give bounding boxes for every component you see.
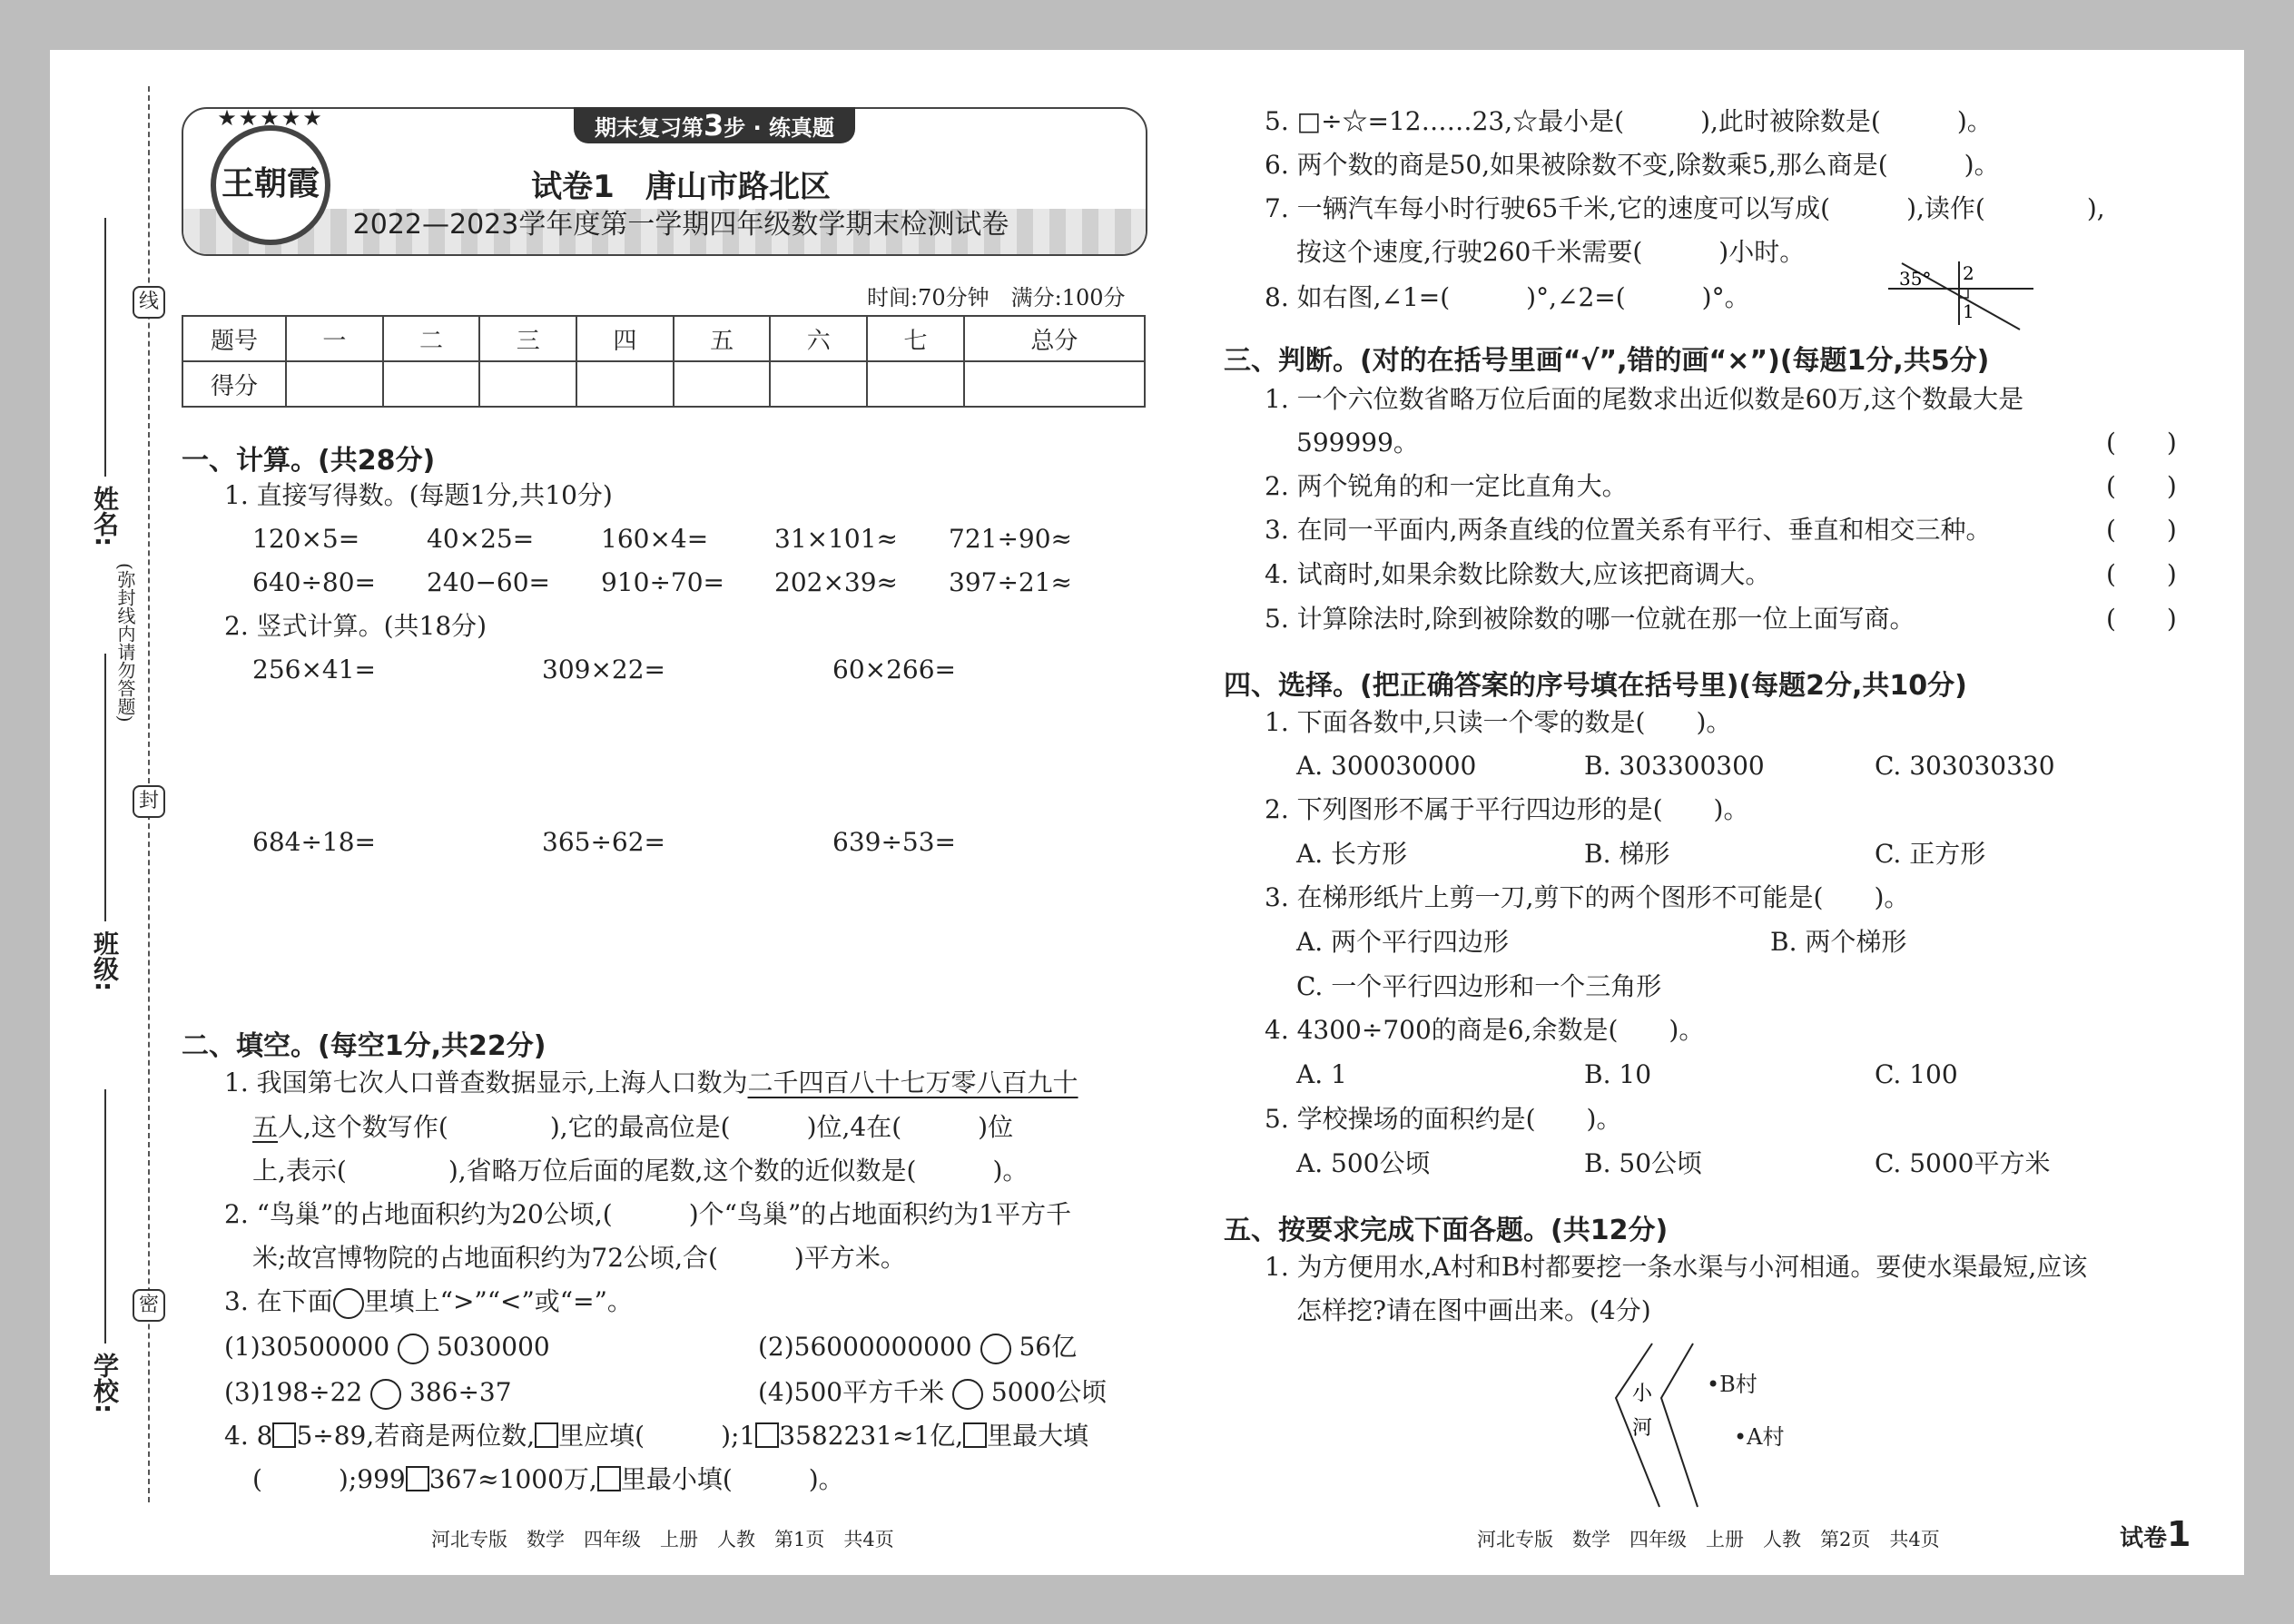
option[interactable]: C. 正方形 bbox=[1875, 839, 1986, 869]
score-cell[interactable] bbox=[576, 361, 674, 407]
blank-box bbox=[535, 1422, 558, 1448]
vertical-calc-item: 309×22= bbox=[542, 655, 665, 684]
s2-q3: 3. 在下面 里填上“>”“<”或“=”。 bbox=[224, 1287, 633, 1319]
option[interactable]: A. 1 bbox=[1296, 1059, 1347, 1089]
calc-item: 240−60= bbox=[427, 567, 550, 597]
blank-box bbox=[963, 1422, 987, 1448]
river-label-2: 河 bbox=[1632, 1417, 1653, 1440]
calc-item: 31×101≈ bbox=[774, 524, 898, 554]
s4-q3: 3. 在梯形纸片上剪一刀,剪下的两个图形不可能是( )。 bbox=[1265, 882, 1910, 912]
angle1-label: 1 bbox=[1963, 300, 1974, 322]
s3-q5: 5. 计算除法时,除到被除数的哪一位就在那一位上面写商。 bbox=[1265, 604, 1915, 634]
option[interactable]: C. 303030330 bbox=[1875, 751, 2055, 781]
score-header-row: 题号 一 二 三 四 五 六 七 总分 bbox=[182, 316, 1145, 361]
compare-item: (3)198÷22 386÷37 bbox=[224, 1378, 512, 1410]
s2-q7-line1: 7. 一辆汽车每小时行驶65千米,它的速度可以写成( ),读作( ), bbox=[1265, 193, 2105, 223]
s5-q1-line1: 1. 为方便用水,A村和B村都要挖一条水渠与小河相通。要使水渠最短,应该 bbox=[1265, 1252, 2088, 1282]
binding-note: (弥封线内请勿答题) bbox=[114, 563, 136, 723]
logo-stars-icon: ★★★★★ bbox=[217, 105, 324, 131]
s5-q1-line2: 怎样挖?请在图中画出来。(4分) bbox=[1296, 1295, 1651, 1325]
river-figure bbox=[1598, 1334, 1743, 1516]
s3-q4: 4. 试商时,如果余数比除数大,应该把商调大。 bbox=[1265, 559, 1771, 589]
option[interactable]: A. 300030000 bbox=[1296, 751, 1477, 781]
score-cell[interactable] bbox=[867, 361, 964, 407]
option[interactable]: B. 303300300 bbox=[1584, 751, 1765, 781]
s2-q6: 6. 两个数的商是50,如果被除数不变,除数乘5,那么商是( )。 bbox=[1265, 150, 2000, 180]
s2-q4-line2: ( );999 367≈1000万, 里最小填( )。 bbox=[252, 1464, 844, 1494]
class-line[interactable] bbox=[104, 654, 106, 921]
name-line[interactable] bbox=[104, 218, 106, 477]
calc-item: 910÷70= bbox=[601, 567, 724, 597]
class-label: 班级: bbox=[90, 930, 120, 992]
school-label: 学校: bbox=[90, 1353, 120, 1414]
section5-title: 五、按要求完成下面各题。(共12分) bbox=[1224, 1215, 1669, 1246]
score-cell[interactable] bbox=[383, 361, 480, 407]
option[interactable]: C. 一个平行四边形和一个三角形 bbox=[1296, 971, 1662, 1001]
calc-item: 397÷21≈ bbox=[949, 567, 1072, 597]
s2-q1-line1: 1. 我国第七次人口普查数据显示,上海人口数为二千四百八十七万零八百九十 bbox=[224, 1068, 1078, 1097]
score-cell[interactable] bbox=[770, 361, 867, 407]
answer-paren[interactable]: ( ) bbox=[2106, 515, 2177, 545]
calc-item: 202×39≈ bbox=[774, 567, 898, 597]
compare-circle[interactable] bbox=[370, 1379, 401, 1410]
vertical-calc-item: 60×266= bbox=[832, 655, 956, 684]
river-label-1: 小 bbox=[1632, 1383, 1653, 1405]
option[interactable]: A. 500公顷 bbox=[1296, 1148, 1431, 1178]
score-cell[interactable] bbox=[964, 361, 1145, 407]
s2-q8: 8. 如右图,∠1=( )°,∠2=( )°。 bbox=[1265, 282, 1750, 312]
name-label: 姓名: bbox=[90, 486, 120, 547]
exam-title: 试卷1 唐山市路北区 bbox=[531, 169, 831, 205]
option[interactable]: B. 两个梯形 bbox=[1770, 927, 1907, 957]
s2-q5: 5. □÷☆=12……23,☆最小是( ),此时被除数是( )。 bbox=[1265, 106, 1993, 136]
calc-item: 640÷80= bbox=[252, 567, 376, 597]
blank-box bbox=[597, 1466, 621, 1491]
answer-paren[interactable]: ( ) bbox=[2106, 559, 2177, 589]
compare-item: (2)56000000000 56亿 bbox=[758, 1333, 1077, 1364]
binding-char-seal: 封 bbox=[133, 785, 165, 818]
review-tag: 期末复习第3步 · 练真题 bbox=[574, 107, 855, 143]
s1-q1: 1. 直接写得数。(每题1分,共10分) bbox=[224, 480, 613, 510]
blank-box bbox=[406, 1466, 429, 1491]
footer-right: 河北专版 数学 四年级 上册 人教 第2页 共4页 bbox=[1477, 1529, 1940, 1550]
option[interactable]: A. 两个平行四边形 bbox=[1296, 927, 1510, 957]
vertical-calc-item: 639÷53= bbox=[832, 827, 956, 857]
s4-q1: 1. 下面各数中,只读一个零的数是( )。 bbox=[1265, 707, 1732, 737]
s3-q1-line2: 599999。 bbox=[1296, 428, 1419, 458]
s3-q2: 2. 两个锐角的和一定比直角大。 bbox=[1265, 471, 1628, 501]
score-table bbox=[182, 315, 1146, 408]
score-cell[interactable] bbox=[674, 361, 771, 407]
s3-q1-line1: 1. 一个六位数省略万位后面的尾数求出近似数是60万,这个数最大是 bbox=[1265, 384, 2024, 414]
option[interactable]: B. 10 bbox=[1584, 1059, 1652, 1089]
s2-q2-line2: 米;故宫博物院的占地面积约为72公顷,合( )平方米。 bbox=[252, 1243, 906, 1273]
option[interactable]: C. 100 bbox=[1875, 1059, 1958, 1089]
s2-q4-line1: 4. 8 5÷89,若商是两位数, 里应填( );1 3582231≈1亿, 里最大填 bbox=[224, 1421, 1089, 1451]
blank-box bbox=[272, 1422, 296, 1448]
calc-item: 40×25= bbox=[427, 524, 535, 554]
section2-title: 二、填空。(每空1分,共22分) bbox=[182, 1030, 546, 1062]
angle-figure bbox=[1879, 252, 2043, 334]
s2-q1-line3: 上,表示( ),省略万位后面的尾数,这个数的近似数是( )。 bbox=[252, 1156, 1029, 1186]
calc-item: 160×4= bbox=[601, 524, 709, 554]
angle-label: 35° bbox=[1899, 268, 1932, 290]
exam-subtitle: 2022—2023学年度第一学期四年级数学期末检测试卷 bbox=[352, 209, 1009, 241]
answer-paren[interactable]: ( ) bbox=[2106, 471, 2177, 501]
section4-title: 四、选择。(把正确答案的序号填在括号里)(每题2分,共10分) bbox=[1224, 670, 1967, 702]
s1-q2: 2. 竖式计算。(共18分) bbox=[224, 611, 487, 641]
s2-q2-line1: 2. “鸟巢”的占地面积约为20公顷,( )个“鸟巢”的占地面积约为1平方千 bbox=[224, 1199, 1072, 1229]
time-info: 时间:70分钟 满分:100分 bbox=[867, 285, 1126, 310]
paper-number: 试卷1 bbox=[2120, 1514, 2191, 1554]
binding-char-secret: 密 bbox=[133, 1289, 165, 1322]
compare-circle[interactable] bbox=[398, 1334, 428, 1364]
option[interactable]: C. 5000平方米 bbox=[1875, 1148, 2051, 1178]
footer-left: 河北专版 数学 四年级 上册 人教 第1页 共4页 bbox=[431, 1529, 894, 1550]
option[interactable]: B. 梯形 bbox=[1584, 839, 1670, 869]
vertical-calc-item: 684÷18= bbox=[252, 827, 376, 857]
village-a: •A村 bbox=[1734, 1424, 1785, 1450]
option[interactable]: A. 长方形 bbox=[1296, 839, 1408, 869]
school-line[interactable] bbox=[104, 1089, 106, 1343]
blank-box bbox=[755, 1422, 779, 1448]
brand-logo: ★★★★★ 王朝霞 bbox=[211, 125, 330, 245]
section3-title: 三、判断。(对的在括号里画“√”,错的画“×”)(每题1分,共5分) bbox=[1224, 345, 1990, 377]
binding-char-line: 线 bbox=[133, 286, 165, 319]
compare-circle[interactable] bbox=[952, 1379, 983, 1410]
s3-q3: 3. 在同一平面内,两条直线的位置关系有平行、垂直和相交三种。 bbox=[1265, 515, 1992, 545]
vertical-calc-item: 256×41= bbox=[252, 655, 376, 684]
s4-q4: 4. 4300÷700的商是6,余数是( )。 bbox=[1265, 1015, 1705, 1045]
answer-paren[interactable]: ( ) bbox=[2106, 604, 2177, 634]
calc-item: 721÷90≈ bbox=[949, 524, 1072, 554]
angle2-label: 2 bbox=[1963, 262, 1974, 284]
section1-title: 一、计算。(共28分) bbox=[182, 445, 436, 477]
vertical-calc-item: 365÷62= bbox=[542, 827, 665, 857]
option[interactable]: B. 50公顷 bbox=[1584, 1148, 1703, 1178]
score-cell[interactable] bbox=[286, 361, 383, 407]
s4-q2: 2. 下列图形不属于平行四边形的是( )。 bbox=[1265, 794, 1749, 824]
compare-item: (4)500平方千米 5000公顷 bbox=[758, 1378, 1107, 1410]
compare-circle[interactable] bbox=[980, 1334, 1011, 1364]
village-b: •B村 bbox=[1707, 1372, 1757, 1397]
s2-q7-line2: 按这个速度,行驶260千米需要( )小时。 bbox=[1296, 237, 1806, 267]
score-cell[interactable] bbox=[479, 361, 576, 407]
calc-item: 120×5= bbox=[252, 524, 360, 554]
score-value-row: 得分 bbox=[182, 361, 1145, 407]
answer-paren[interactable]: ( ) bbox=[2106, 428, 2177, 458]
compare-item: (1)30500000 5030000 bbox=[224, 1333, 550, 1364]
s2-q1-line2: 五人,这个数写作( ),它的最高位是( )位,4在( )位 bbox=[252, 1112, 1014, 1142]
compare-circle bbox=[333, 1288, 364, 1319]
s4-q5: 5. 学校操场的面积约是( )。 bbox=[1265, 1104, 1622, 1134]
